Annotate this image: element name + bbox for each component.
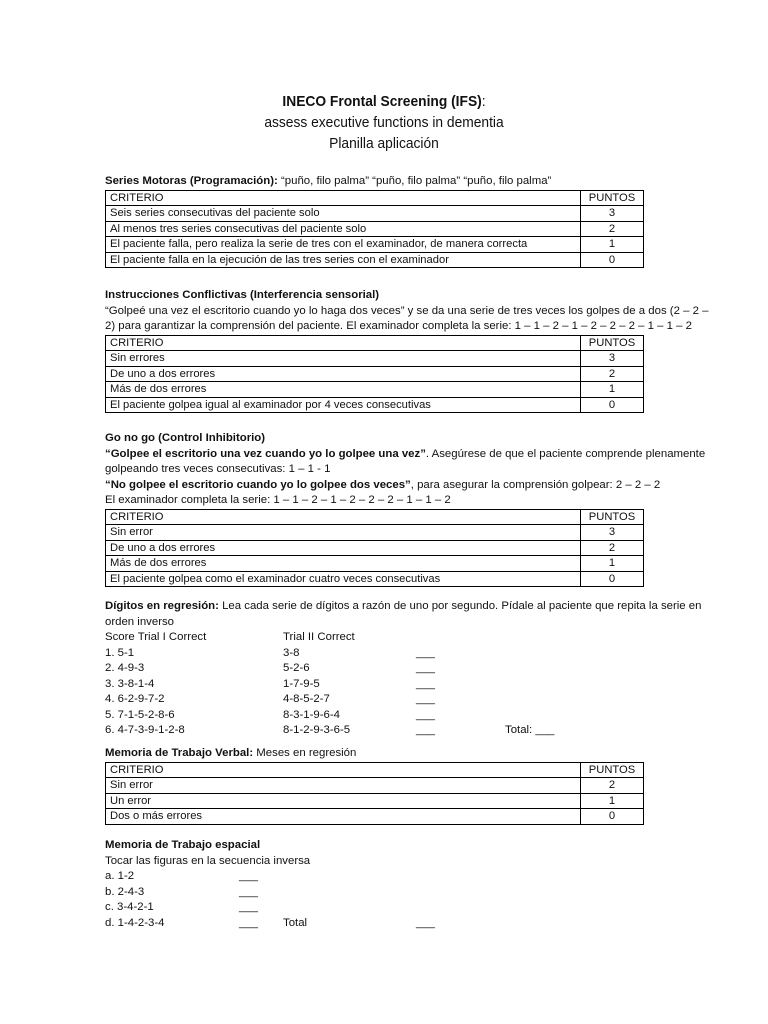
table-row: [106, 397, 644, 413]
score-blank: ___: [416, 708, 436, 721]
criterio-header: CRITERIO: [106, 190, 581, 206]
total-blank: Total: ___: [505, 724, 555, 736]
table-row: [106, 382, 644, 398]
table-row: [106, 351, 644, 367]
criterio-header: CRITERIO: [106, 509, 581, 525]
table-header-row: [106, 762, 644, 778]
puntos-cell: 2: [581, 221, 644, 237]
trial-2-header: Trial II Correct: [283, 631, 355, 643]
table-row: [106, 252, 644, 268]
criterio-cell: El paciente golpea como el examinador cuatro veces consecutivas: [106, 571, 581, 587]
table-header-row: [106, 190, 644, 206]
criteria-table: [105, 762, 644, 825]
table-row: [106, 366, 644, 382]
table-row: [106, 540, 644, 556]
instruction-line: golpeando tres veces consecutivas: 1 – 1 - 1: [105, 463, 331, 475]
score-blank: ___: [416, 662, 436, 674]
digit-header-row: [105, 630, 665, 646]
table-row: [106, 793, 644, 809]
table-row: [106, 525, 644, 541]
instruction-line: Tocar las figuras en la secuencia inversa: [105, 854, 311, 867]
total-label: Total: [283, 916, 308, 929]
section-heading: Memoria de Trabajo Verbal: Meses en regresión: [105, 747, 357, 759]
trial-1-header: Score Trial I Correct: [105, 631, 207, 643]
instruction-line: El examinador completa la serie: 1 – 1 – 2 – 1 – 2 – 2 – 2 – 1 – 1 – 2: [105, 494, 451, 506]
score-blank: ___: [416, 693, 436, 705]
list-item: 3. 3-8-1-4 1-7-9-5 ___: [105, 677, 665, 693]
section-heading: Dígitos en regresión: Lea cada serie de dígitos a razón de uno por segundo. Pídale al paciente que repita la serie en: [105, 600, 702, 612]
document-subtitle: assess executive functions in dementia: [264, 114, 504, 131]
instruction-line: 2) para garantizar la comprensión del paciente. El examinador completa la serie: 1 – 1 – 2 – 1 – 2 – 2 – 2 – 1 – 1 – 2: [105, 320, 692, 332]
puntos-cell: 0: [581, 252, 644, 268]
puntos-cell: 3: [581, 525, 644, 541]
list-item: 5. 7-1-5-2-8-6 8-3-1-9-6-4 ___: [105, 708, 665, 724]
score-blank: ___: [239, 901, 259, 913]
section-series-motoras: [105, 174, 665, 268]
criterio-cell: De uno a dos errores: [106, 366, 581, 382]
criterio-cell: El paciente falla en la ejecución de las tres series con el examinador: [106, 252, 581, 268]
instruction-line: “Golpeé una vez el escritorio cuando yo lo haga dos veces” y se da una serie de tres veces los golpes de a dos (2 – 2 –: [105, 304, 709, 317]
criterio-header: CRITERIO: [106, 762, 581, 778]
criterio-cell: Sin errores: [106, 351, 581, 367]
list-item: b. 2-4-3 ___: [105, 885, 665, 901]
table-row: [106, 778, 644, 794]
score-blank: ___: [239, 885, 259, 898]
section-heading: Series Motoras (Programación): “puño, filo palma” “puño, filo palma” “puño, filo palma”: [105, 175, 552, 187]
score-blank: ___: [239, 870, 259, 882]
title-block: [0, 92, 768, 154]
criterio-header: CRITERIO: [106, 335, 581, 351]
section-memoria-verbal: [105, 746, 665, 825]
instruction-line: orden inverso: [105, 615, 175, 628]
criteria-table: [105, 335, 644, 414]
criterio-cell: Más de dos errores: [106, 556, 581, 572]
criteria-table: [105, 509, 644, 588]
section-memoria-espacial: [105, 838, 665, 939]
score-blank: ___: [416, 646, 436, 659]
list-item: 2. 4-9-3 5-2-6 ___: [105, 661, 665, 677]
criterio-cell: El paciente golpea igual al examinador por 4 veces consecutivas: [106, 397, 581, 413]
criteria-table: [105, 190, 644, 269]
table-row: [106, 237, 644, 253]
section-heading: Instrucciones Conflictivas (Interferencia sensorial): [105, 289, 380, 301]
criterio-cell: Al menos tres series consecutivas del paciente solo: [106, 221, 581, 237]
list-item: c. 3-4-2-1 ___: [105, 900, 665, 916]
total-blank: ___: [416, 916, 436, 929]
instruction-line: “No golpee el escritorio cuando yo lo golpee dos veces”, para asegurar la comprensión golpear: 2 – 2 – 2: [105, 478, 661, 491]
criterio-cell: El paciente falla, pero realiza la serie de tres con el examinador, de manera correcta: [106, 237, 581, 253]
puntos-cell: 2: [581, 540, 644, 556]
criterio-cell: Sin error: [106, 525, 581, 541]
puntos-cell: 2: [581, 366, 644, 382]
criterio-cell: Más de dos errores: [106, 382, 581, 398]
criterio-cell: Seis series consecutivas del paciente solo: [106, 206, 581, 222]
criterio-cell: Sin error: [106, 778, 581, 794]
list-item: 1. 5-1 3-8 ___: [105, 646, 665, 662]
puntos-cell: 2: [581, 778, 644, 794]
table-row: [106, 221, 644, 237]
puntos-cell: 1: [581, 382, 644, 398]
spatial-series-grid: [105, 869, 665, 939]
puntos-cell: 3: [581, 351, 644, 367]
section-heading: Go no go (Control Inhibitorio): [105, 432, 266, 444]
section-digitos-en-regresion: [105, 599, 702, 740]
puntos-cell: 0: [581, 571, 644, 587]
criterio-cell: Un error: [106, 793, 581, 809]
puntos-header: PUNTOS: [581, 509, 644, 525]
table-row: [106, 571, 644, 587]
section-instrucciones-conflictivas: [105, 288, 709, 413]
list-item: d. 1-4-2-3-4 ___ Total ___: [105, 916, 665, 932]
score-blank: ___: [416, 724, 436, 736]
puntos-cell: 1: [581, 237, 644, 253]
table-row: [106, 206, 644, 222]
criterio-cell: De uno a dos errores: [106, 540, 581, 556]
document-subtitle-2: Planilla aplicación: [329, 135, 439, 152]
criterio-cell: Dos o más errores: [106, 809, 581, 825]
digit-series-grid: [105, 630, 665, 740]
score-blank: ___: [416, 677, 436, 690]
section-go-no-go: [105, 431, 706, 587]
puntos-header: PUNTOS: [581, 190, 644, 206]
puntos-header: PUNTOS: [581, 762, 644, 778]
score-blank: ___: [239, 916, 259, 929]
table-row: [106, 809, 644, 825]
puntos-cell: 0: [581, 809, 644, 825]
puntos-cell: 1: [581, 793, 644, 809]
table-row: [106, 556, 644, 572]
list-item: 4. 6-2-9-7-2 4-8-5-2-7 ___: [105, 692, 665, 708]
list-item: 6. 4-7-3-9-1-2-8 8-1-2-9-3-6-5 ___ Total: ___: [105, 723, 665, 739]
puntos-cell: 0: [581, 397, 644, 413]
puntos-cell: 1: [581, 556, 644, 572]
instruction-line: “Golpee el escritorio una vez cuando yo lo golpee una vez”. Asegúrese de que el paciente comprende plenamente: [105, 447, 706, 460]
document-title: INECO Frontal Screening (IFS):: [282, 93, 486, 110]
puntos-cell: 3: [581, 206, 644, 222]
section-heading: Memoria de Trabajo espacial: [105, 839, 261, 851]
table-header-row: [106, 509, 644, 525]
puntos-header: PUNTOS: [581, 335, 644, 351]
table-header-row: [106, 335, 644, 351]
list-item: a. 1-2 ___: [105, 869, 665, 885]
